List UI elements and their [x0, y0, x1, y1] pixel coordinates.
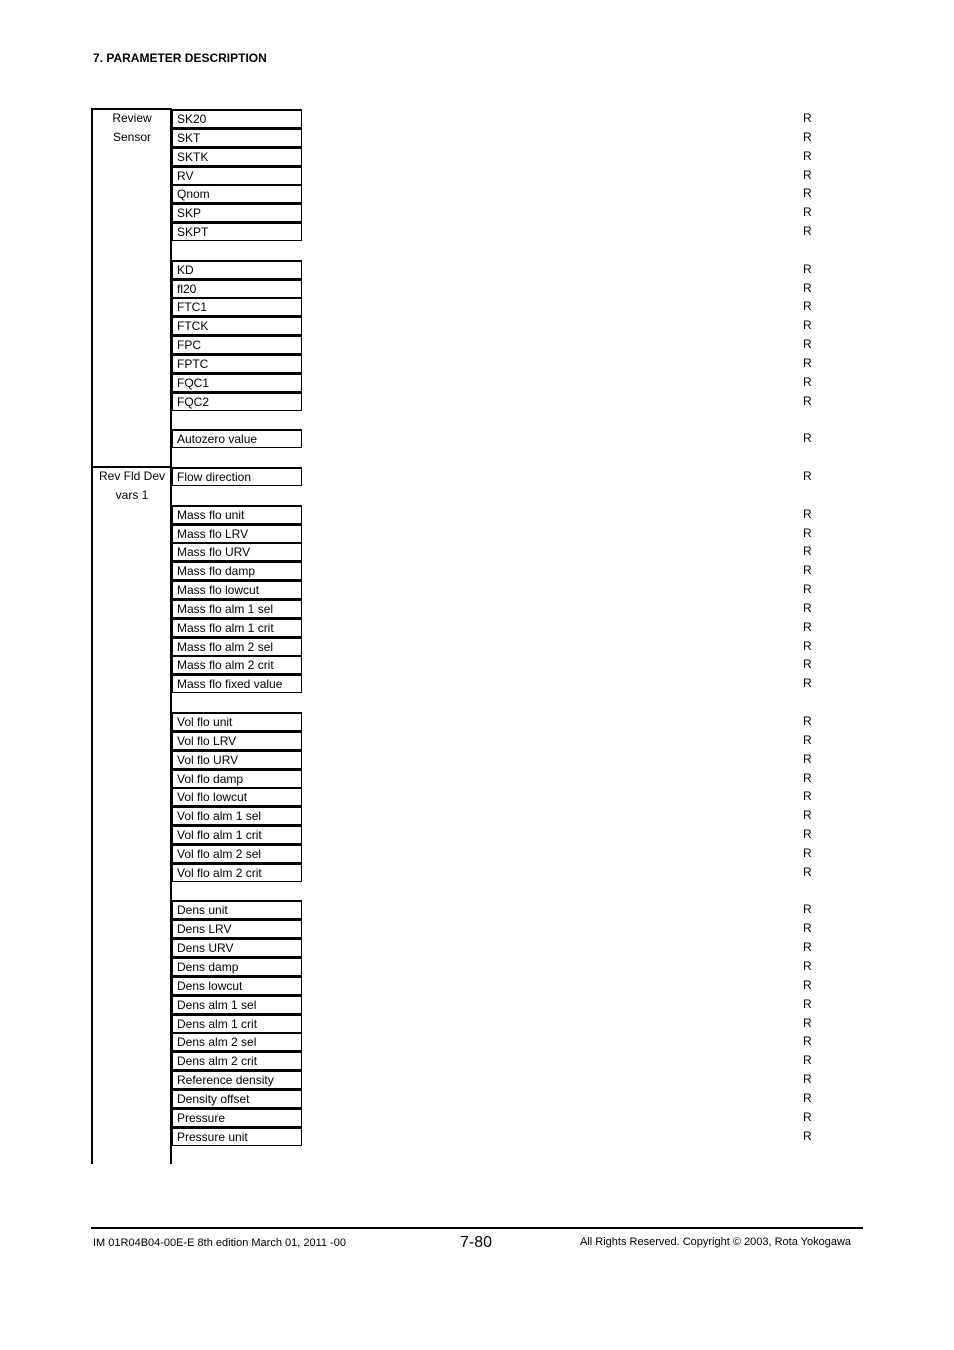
parameter-label: Vol flo lowcut [172, 787, 302, 806]
parameter-label: KD [172, 260, 302, 279]
parameter-label: Vol flo alm 1 sel [172, 806, 302, 825]
parameter-label: Dens lowcut [172, 976, 302, 995]
parameter-label: Mass flo fixed value [172, 674, 302, 693]
parameter-access: R [803, 506, 812, 521]
parameter-access: R [803, 714, 812, 728]
parameter-access: R [803, 1109, 812, 1124]
parameter-access: R [803, 864, 812, 879]
parameter-label: FQC2 [172, 392, 302, 411]
parameter-access: R [803, 996, 812, 1011]
parameter-access: R [803, 224, 812, 239]
parameter-access: R [803, 1034, 812, 1049]
parameter-label: Vol flo damp [172, 769, 302, 788]
parameter-label: Mass flo alm 1 crit [172, 618, 302, 637]
parameter-access: R [803, 205, 812, 220]
parameter-access: R [803, 393, 812, 408]
parameter-label: SKT [172, 128, 302, 147]
parameter-access: R [803, 902, 812, 917]
parameter-label: Mass flo URV [172, 542, 302, 561]
parameter-label: RV [172, 166, 302, 185]
parameter-access: R [803, 1128, 812, 1143]
parameter-access: R [803, 676, 812, 691]
parameter-access: R [803, 940, 812, 955]
parameter-access: R [803, 148, 812, 163]
parameter-label: Dens unit [172, 900, 302, 919]
parameter-label: Flow direction [172, 467, 302, 486]
parameter-label: FPC [172, 335, 302, 354]
footer-doc-id: IM 01R04B04-00E-E 8th edition March 01, 2011 -00 [93, 1237, 346, 1249]
parameter-access: R [803, 431, 812, 446]
parameter-label: FTCK [172, 316, 302, 335]
parameter-label: Mass flo alm 2 sel [172, 637, 302, 656]
parameter-label: SKTK [172, 147, 302, 166]
parameter-access: R [803, 619, 812, 634]
parameter-label: SK20 [172, 109, 302, 128]
parameter-access: R [803, 374, 812, 389]
parameter-access: R [803, 544, 812, 559]
parameter-access: R [803, 770, 812, 785]
parameter-access: R [803, 469, 812, 484]
parameter-access: R [803, 563, 812, 578]
parameter-label: Dens damp [172, 957, 302, 976]
parameter-access: R [803, 1053, 812, 1068]
parameter-label: Dens alm 2 crit [172, 1051, 302, 1070]
parameter-label: Pressure unit [172, 1127, 302, 1146]
parameter-access: R [803, 600, 812, 615]
page-header: 7. PARAMETER DESCRIPTION [93, 51, 267, 65]
parameter-access: R [803, 977, 812, 992]
parameter-label: Vol flo LRV [172, 731, 302, 750]
parameter-access: R [803, 921, 812, 936]
group-label-rev-fld-dev-vars [94, 467, 170, 505]
parameter-access: R [803, 1090, 812, 1105]
parameter-label: FQC1 [172, 373, 302, 392]
parameter-access: R [803, 1072, 812, 1087]
group-label-line: vars 1 [115, 488, 149, 502]
parameter-access: R [803, 186, 812, 201]
parameter-access: R [803, 167, 812, 182]
parameter-label: fl20 [172, 279, 302, 298]
parameter-access: R [803, 525, 812, 540]
parameter-access: R [803, 808, 812, 823]
parameter-access: R [803, 337, 812, 352]
parameter-access: R [803, 111, 812, 125]
parameter-access: R [803, 958, 812, 973]
parameter-access: R [803, 789, 812, 804]
parameter-label: Mass flo damp [172, 561, 302, 580]
parameter-label: Vol flo alm 2 sel [172, 844, 302, 863]
parameter-access: R [803, 751, 812, 766]
parameter-label: Mass flo lowcut [172, 580, 302, 599]
parameter-access: R [803, 261, 812, 276]
footer-rule [91, 1227, 863, 1229]
parameter-access: R [803, 638, 812, 653]
parameter-label: Vol flo unit [172, 712, 302, 731]
parameter-label: Dens alm 1 sel [172, 995, 302, 1014]
parameter-label: Dens alm 1 crit [172, 1014, 302, 1033]
parameter-label: Dens alm 2 sel [172, 1032, 302, 1051]
parameter-access: R [803, 129, 812, 144]
parameter-access: R [803, 827, 812, 842]
parameter-label: SKP [172, 203, 302, 222]
parameter-label: Mass flo alm 2 crit [172, 655, 302, 674]
footer-page-number: 7-80 [460, 1234, 493, 1251]
parameter-label: Vol flo alm 2 crit [172, 863, 302, 882]
group-label-line: Rev Fld Dev [98, 469, 166, 483]
parameter-label: FPTC [172, 354, 302, 373]
parameter-access: R [803, 318, 812, 333]
parameter-label: Vol flo URV [172, 750, 302, 769]
parameter-access: R [803, 299, 812, 314]
parameter-label: FTC1 [172, 297, 302, 316]
parameter-access: R [803, 280, 812, 295]
parameter-label: Mass flo unit [172, 505, 302, 524]
footer-copyright: All Rights Reserved. Copyright © 2003, Rota Yokogawa [580, 1236, 852, 1248]
parameter-access: R [803, 1015, 812, 1030]
group-label-line: Sensor [112, 130, 152, 144]
parameter-access: R [803, 845, 812, 860]
parameter-label: Dens LRV [172, 919, 302, 938]
parameter-access: R [803, 355, 812, 370]
parameter-label: Pressure [172, 1108, 302, 1127]
tree-left-line [91, 109, 93, 1164]
parameter-label: SKPT [172, 222, 302, 241]
parameter-label: Qnom [172, 184, 302, 203]
group-label-line: Review [112, 111, 152, 125]
parameter-label: Reference density [172, 1070, 302, 1089]
parameter-access: R [803, 732, 812, 747]
parameter-access: R [803, 582, 812, 597]
group-label-review-sensor [94, 109, 170, 147]
parameter-label: Dens URV [172, 938, 302, 957]
parameter-access: R [803, 657, 812, 672]
parameter-label: Vol flo alm 1 crit [172, 825, 302, 844]
parameter-label: Mass flo alm 1 sel [172, 599, 302, 618]
parameter-label: Autozero value [172, 429, 302, 448]
parameter-label: Mass flo LRV [172, 524, 302, 543]
parameter-label: Density offset [172, 1089, 302, 1108]
